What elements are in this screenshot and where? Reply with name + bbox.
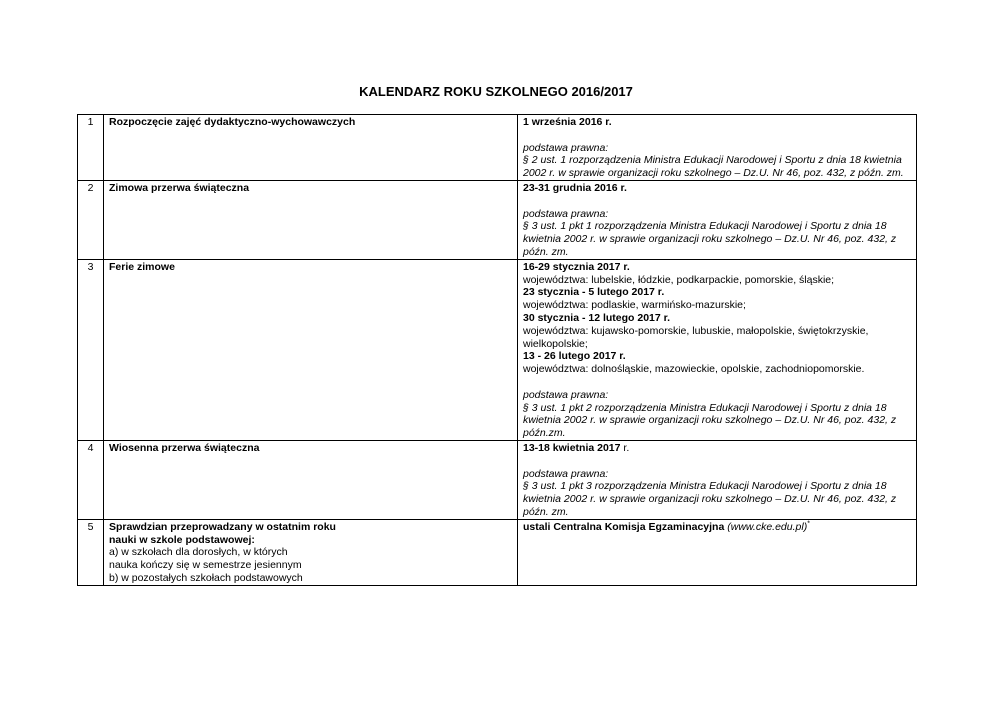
- legal-basis-text: § 3 ust. 1 pkt 3 rozporządzenia Ministra Edukacji Narodowej i Sportu z dnia 18 kwietnia 2002 r. w sprawie organizacji roku szkolnego – Dz.U. Nr 46, poz. 432, z późn. zm.: [523, 480, 897, 518]
- row-topic: Ferie zimowe: [104, 259, 518, 440]
- winter-break-date: 23 stycznia - 5 lutego 2017 r.: [523, 286, 665, 299]
- event-date-bold: 13-18 kwietnia 2017: [523, 441, 621, 454]
- event-date: 23-31 grudnia 2016 r.: [523, 181, 627, 194]
- legal-basis-label: podstawa prawna:: [523, 467, 609, 480]
- exam-website: (www.cke.edu.pl): [727, 520, 808, 533]
- legal-basis-text: § 3 ust. 1 pkt 2 rozporządzenia Ministra Edukacji Narodowej i Sportu z dnia 18 kwietnia 2002 r. w sprawie organizacji roku szkolnego – Dz.U. Nr 46, poz. 432, z późn.zm.: [523, 401, 897, 440]
- exam-title-line1: Sprawdzian przeprowadzany w ostatnim roku: [109, 520, 336, 533]
- row-details: [518, 115, 917, 181]
- row-topic: [104, 519, 518, 585]
- school-calendar-table: [77, 114, 917, 586]
- table-row: [78, 259, 917, 440]
- legal-basis-label: podstawa prawna:: [523, 388, 609, 401]
- row-number: 2: [78, 180, 104, 259]
- row-details: [518, 440, 917, 519]
- event-date: [523, 442, 911, 455]
- winter-break-date: 30 stycznia - 12 lutego 2017 r.: [523, 311, 671, 324]
- winter-break-regions: województwa: kujawsko-pomorskie, lubuskie, małopolskie, świętokrzyskie, wielkopolskie;: [523, 324, 869, 350]
- page-title: KALENDARZ ROKU SZKOLNEGO 2016/2017: [359, 84, 633, 99]
- legal-basis-text: § 2 ust. 1 rozporządzenia Ministra Edukacji Narodowej i Sportu z dnia 18 kwietnia 2002 r. w sprawie organizacji roku szkolnego – Dz.U. Nr 46, poz. 432, z późn. zm.: [523, 154, 904, 180]
- table-row: [78, 440, 917, 519]
- winter-break-regions: województwa: lubelskie, łódzkie, podkarpackie, pomorskie, śląskie;: [523, 273, 835, 286]
- exam-item-a-cont: nauka kończy się w semestrze jesiennym: [109, 559, 302, 572]
- exam-item-b: b) w pozostałych szkołach podstawowych: [109, 571, 303, 584]
- event-date-suffix: r.: [620, 441, 630, 454]
- winter-break-date: 16-29 stycznia 2017 r.: [523, 260, 630, 273]
- legal-basis-text: § 3 ust. 1 pkt 1 rozporządzenia Ministra Edukacji Narodowej i Sportu z dnia 18 kwietnia 2002 r. w sprawie organizacji roku szkolnego – Dz.U. Nr 46, poz. 432, z późn. zm.: [523, 220, 897, 258]
- row-topic: Wiosenna przerwa świąteczna: [104, 440, 518, 519]
- legal-basis-label: podstawa prawna:: [523, 141, 609, 154]
- row-details: [518, 180, 917, 259]
- row-details: [518, 259, 917, 440]
- legal-basis-label: podstawa prawna:: [523, 207, 609, 220]
- event-date: 1 września 2016 r.: [523, 116, 612, 128]
- table-row: [78, 115, 917, 181]
- exam-item-a: a) w szkołach dla dorosłych, w których: [109, 546, 288, 559]
- table-row: [78, 180, 917, 259]
- footnote-mark: *: [807, 520, 810, 528]
- winter-break-regions: województwa: podlaskie, warmińsko-mazurskie;: [523, 299, 746, 312]
- exam-title-line2: nauki w szkole podstawowej:: [109, 533, 255, 546]
- winter-break-regions: województwa: dolnośląskie, mazowieckie, opolskie, zachodniopomorskie.: [523, 363, 865, 376]
- row-number: 1: [78, 115, 104, 181]
- row-topic: Zimowa przerwa świąteczna: [104, 180, 518, 259]
- table-row: [78, 519, 917, 585]
- row-topic: Rozpoczęcie zajęć dydaktyczno-wychowawczych: [104, 115, 518, 181]
- row-number: 5: [78, 519, 104, 585]
- winter-break-date: 13 - 26 lutego 2017 r.: [523, 350, 626, 363]
- row-number: 4: [78, 440, 104, 519]
- row-details: [518, 519, 917, 585]
- exam-authority: ustali Centralna Komisja Egzaminacyjna: [523, 520, 725, 533]
- row-number: 3: [78, 259, 104, 440]
